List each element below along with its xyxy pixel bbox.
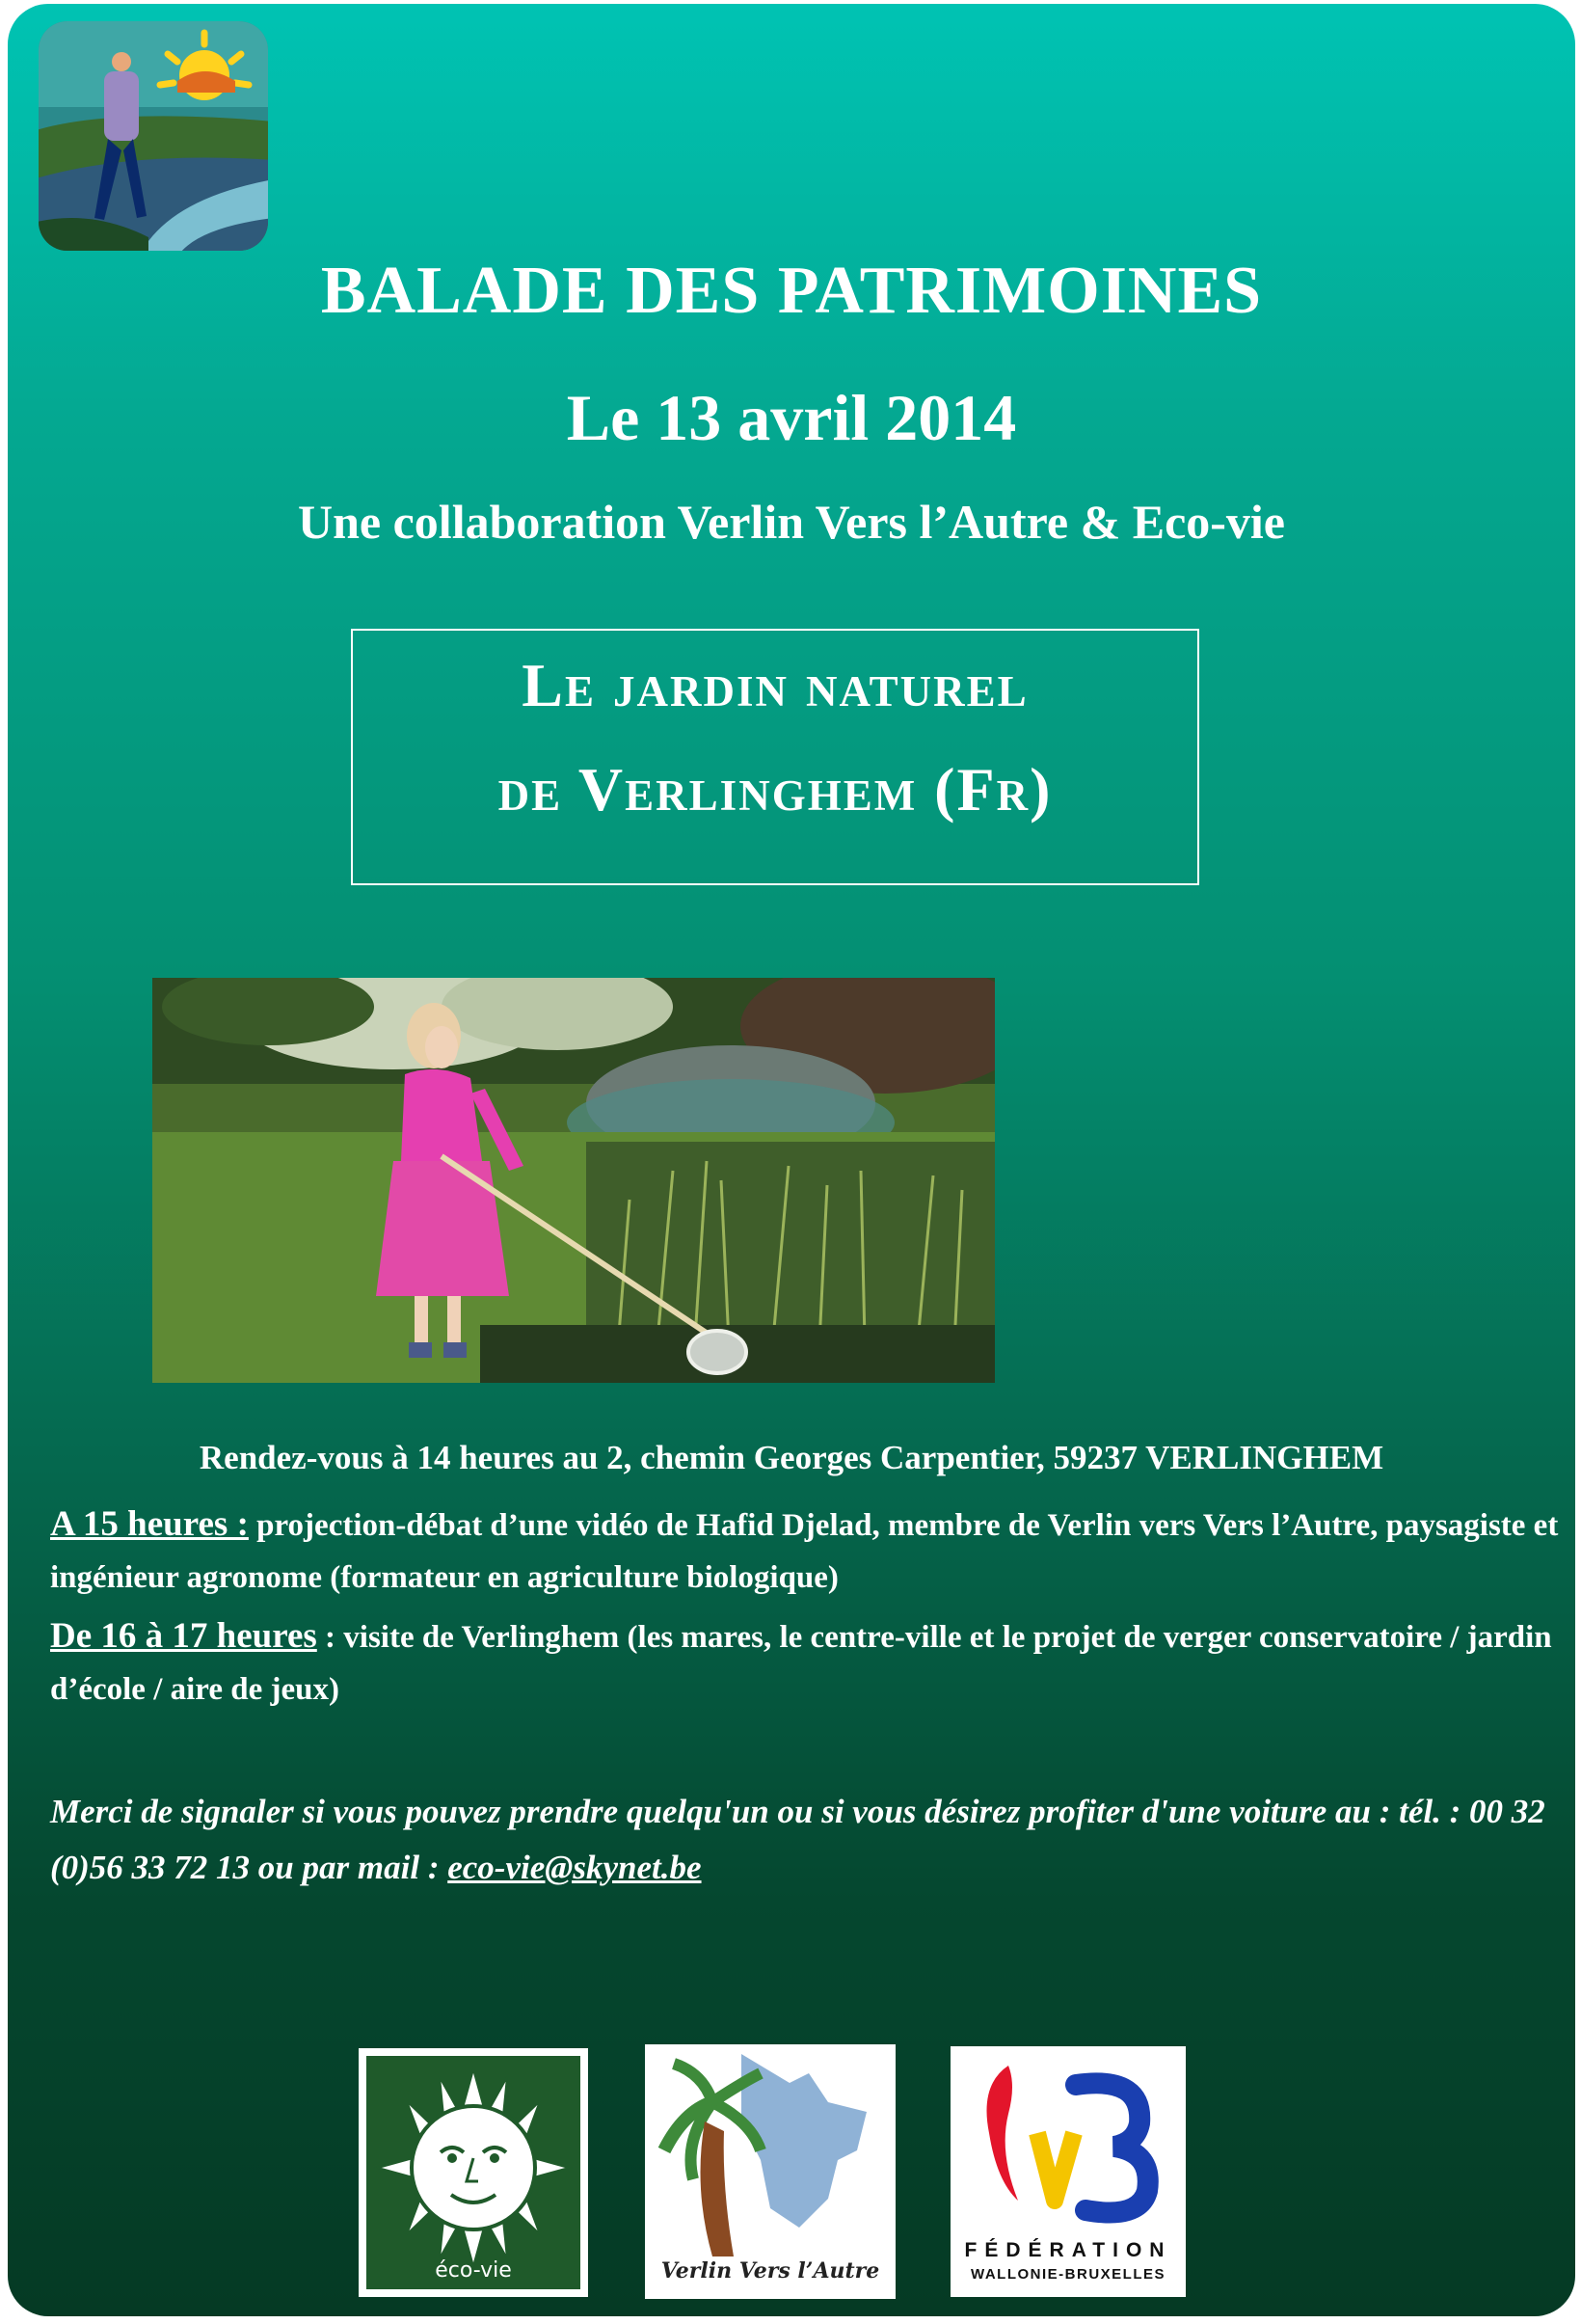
verlin-logo-text: Verlin Vers l’Autre	[660, 2258, 880, 2283]
walker-logo	[33, 15, 274, 257]
collaboration-line: Une collaboration Verlin Vers l’Autre & Eco-vie	[298, 495, 1285, 549]
garden-photo	[152, 978, 995, 1383]
verlin-vers-lautre-logo	[645, 2044, 896, 2299]
program-item-2-text: : visite de Verlinghem (les mares, le centre-ville et le projet de verger conservatoire / jardin d’école / aire de jeux)	[50, 1620, 1552, 1707]
contact-note-text: Merci de signaler si vous pouvez prendre quelqu'un ou si vous désirez profiter d'une voiture au : tél. : 00 32 (0)56 33 72 13 ou par mail :	[50, 1793, 1545, 1886]
program-item-1-text: projection-débat d’une vidéo de Hafid Djelad, membre de Verlin vers Vers l’Autre, paysagiste et ingénieur agronome (formateur en agriculture biologique)	[50, 1508, 1559, 1595]
fwb-line-2: WALLONIE-BRUXELLES	[971, 2266, 1166, 2283]
venue-line-2: de Verlinghem (Fr)	[497, 755, 1053, 824]
ecovie-logo-text: éco-vie	[435, 2258, 512, 2283]
venue-line-1: Le jardin naturel	[522, 651, 1029, 719]
event-title: BALADE DES PATRIMOINES	[320, 254, 1263, 328]
program-item-2-time: De 16 à 17 heures	[50, 1616, 317, 1656]
federation-wallonie-bruxelles-logo	[951, 2046, 1186, 2297]
event-poster	[8, 4, 1575, 2316]
ecovie-logo	[359, 2048, 588, 2297]
fwb-line-1: FÉDÉRATION	[964, 2239, 1172, 2261]
event-date: Le 13 avril 2014	[566, 381, 1017, 454]
contact-note	[50, 1784, 1564, 1896]
program-item-2	[50, 1610, 1564, 1716]
rendezvous-info: Rendez-vous à 14 heures au 2, chemin Georges Carpentier, 59237 VERLINGHEM	[199, 1439, 1384, 1476]
venue-box	[351, 629, 1199, 885]
contact-email-link[interactable]: eco-vie@skynet.be	[447, 1849, 702, 1886]
fwb-emblem-icon	[951, 2046, 1186, 2229]
program-item-1-time: A 15 heures :	[50, 1504, 249, 1544]
program-item-1	[50, 1499, 1564, 1604]
